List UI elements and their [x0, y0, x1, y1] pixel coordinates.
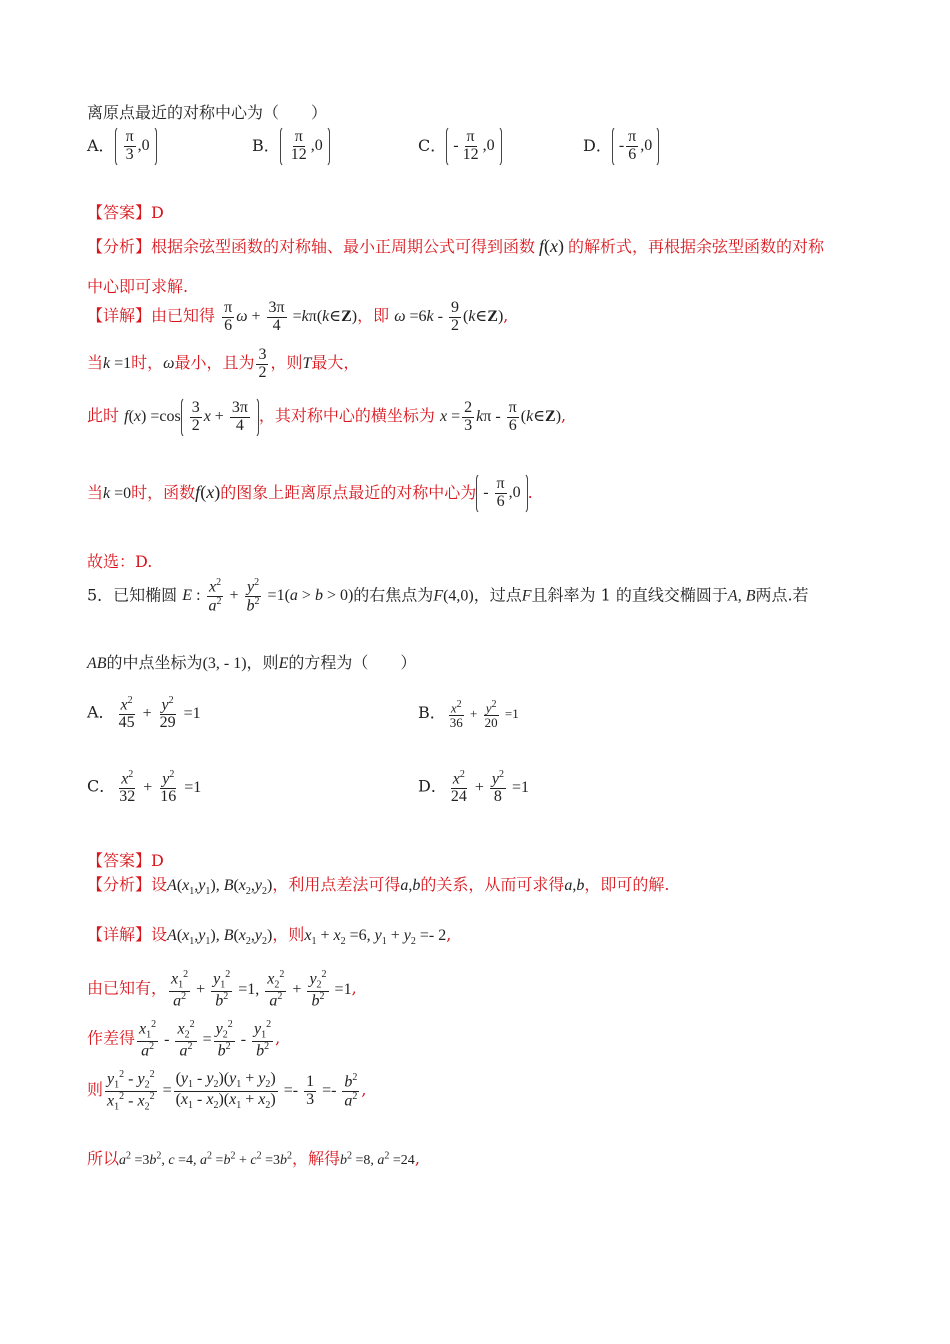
option-letter: B．	[252, 135, 280, 155]
q5-detail-line3: 作差得 $\frac{x_1^2}{a^2}$ - $\frac{x_2^2}{a^2}$ = $\frac{y_2^2}{b^2}$ - $\frac{y_1^2}{b^2}$ ,	[87, 1019, 281, 1060]
option-letter: A．	[87, 135, 115, 155]
option-letter: C．	[418, 135, 447, 155]
q4-stem-tail: 离原点最近的对称中心为（ ）	[87, 103, 328, 122]
q5-option-c: C． $\frac{x^2}{32}$ + $\frac{y^2}{16}$ =1	[87, 769, 202, 806]
q4-detail-line3: 此时 f(x) =cos $\frac{3}{2}$ x + $\frac{3\pi}{4}$ ，其对称中心的横坐标为 x = $\frac{2}{3}$ kπ - $\frac{\pi}{6}$ (k∈Z),	[87, 397, 566, 438]
option-letter: D．	[583, 135, 612, 155]
q4-analysis-line2: 中心即可求解.	[87, 277, 189, 296]
q4-choose: 故选：D.	[87, 552, 153, 571]
q5-answer: 【答案】D	[87, 851, 164, 870]
q5-detail-line1: 【详解】设$A(x_1,y_1)$, $B(x_2,y_2)$，则$x_1 + x_2 =6$, $y_1 + y_2 =- 2$,	[87, 925, 452, 948]
q5-option-a: A． $\frac{x^2}{45}$ + $\frac{y^2}{29}$ =1	[87, 695, 201, 732]
q5-option-b: B． $\frac{x^2}{36}$ + $\frac{y^2}{20}$ =1	[418, 699, 519, 731]
q4-option-c: C． - $\frac{\pi}{12}$ ,0	[418, 126, 502, 167]
q5-detail-line5: 所以$a^2 =3b^2$, c =4, $a^2 =b^2 + c^2 =3b^2$，解得$b^2 =8$, $a^2 =24$,	[87, 1149, 420, 1168]
q4-detail-line2: 当k =1时，ω最小，且为 $\frac{3}{2}$ ，则T最大，	[87, 346, 360, 381]
q4-option-a: A． $\frac{\pi}{3}$ ,0	[87, 126, 157, 167]
q5-stem-line2: AB的中点坐标为(3, - 1)，则E的方程为（ ）	[87, 653, 417, 672]
q4-option-d: D． - $\frac{\pi}{6}$ ,0	[583, 126, 659, 167]
q5-detail-line4: 则 $\frac{y_1^2 - y_2^2}{x_1^2 - x_2^2}$ = $\frac{(y_1 - y_2)(y_1 + y_2)}{(x_1 - x_2)(x_1 + x_2)}$ =- $\frac{1}{3}$ =- $\frac{b^2}{a^2}$ ,	[87, 1069, 367, 1113]
q4-option-b: B． $\frac{\pi}{12}$ ,0	[252, 126, 330, 167]
q4-answer: 【答案】D	[87, 203, 164, 222]
q5-option-d: D． $\frac{x^2}{24}$ + $\frac{y^2}{8}$ =1	[418, 769, 530, 806]
q4-analysis-line1: 【分析】根据余弦型函数的对称轴、最小正周期公式可得到函数 f(x) 的解析式，再根据余弦型函数的对称	[87, 236, 825, 256]
q5-stem-line1: 5．已知椭圆 E : $\frac{x^2}{a^2}$ + $\frac{y^2}{b^2}$ =1(a > b > 0)的右焦点为F(4,0)，过点F且斜率为 1 的直线交椭圆于A, B两点.若	[87, 577, 809, 615]
q5-analysis: 【分析】设$A(x_1,y_1)$, $B(x_2,y_2)$，利用点差法可得a,b的关系，从而可求得a,b，即可的解.	[87, 875, 670, 898]
q4-detail-line1: 【详解】由已知得 $\frac{\pi}{6}$ ω + $\frac{3\pi}{4}$ =kπ(k∈Z)，即 ω =6k - $\frac{9}{2}$ (k∈Z),	[87, 299, 509, 334]
q5-detail-line2: 由已知有， $\frac{x_1^2}{a^2}$ + $\frac{y_1^2}{b^2}$ =1, $\frac{x_2^2}{a^2}$ + $\frac{y_2^2}{b^2}$ =1,	[87, 969, 357, 1010]
q4-detail-line4: 当k =0时，函数f(x)的图象上距离原点最近的对称中心为 - $\frac{\pi}{6}$ ,0 .	[87, 473, 533, 514]
